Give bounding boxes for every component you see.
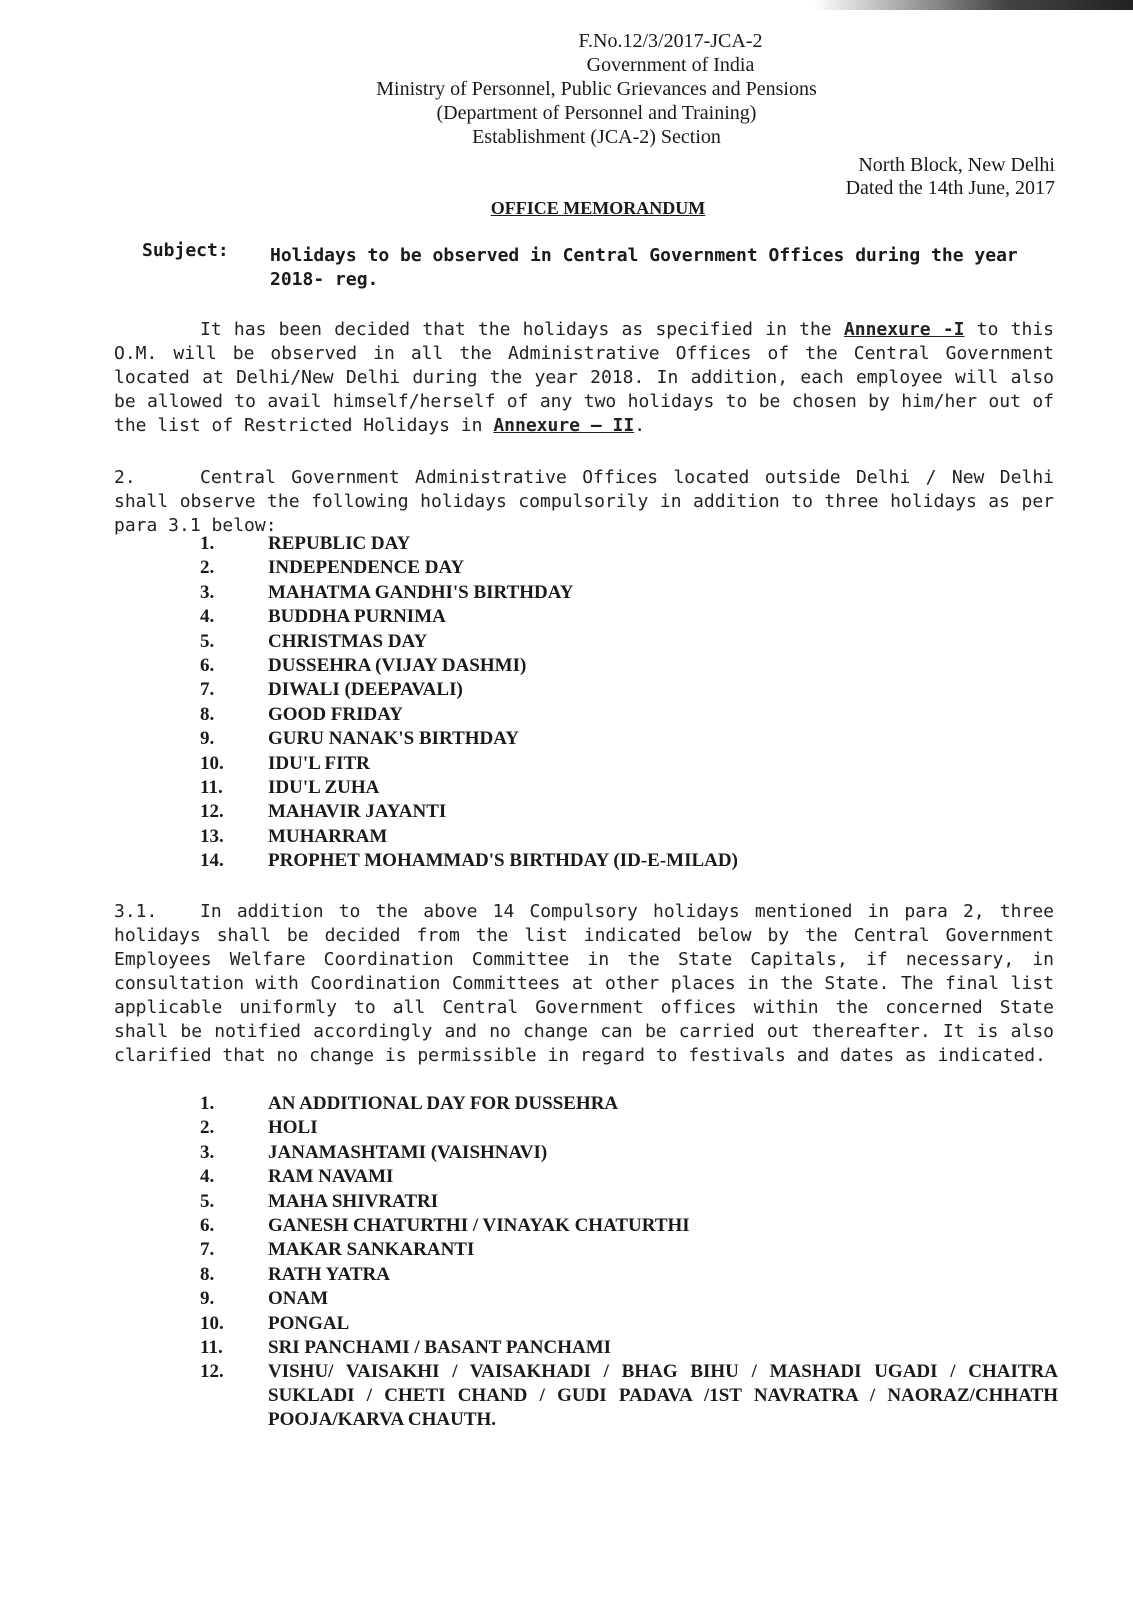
paragraph-1: It has been decided that the holidays as specified in the Annexure -I to this O.M. will be observed in all the Administrative Offices of the Central Government located at Delhi/New Delhi during the year 2018. In addition, each employee will also be allowed to avail himself/herself of any two holidays to be chosen by him/her out of the list of Restricted Holidays in Annexure – II. [114, 319, 1054, 436]
list-item [200, 630, 738, 654]
list-item [200, 1360, 1058, 1431]
list-item [200, 752, 738, 776]
list-item-number: 7. [200, 679, 215, 701]
list-item [200, 1238, 1058, 1262]
list-item-name: CHRISTMAS DAY [268, 630, 428, 652]
para-3-1-number: 3.1. [114, 901, 158, 922]
place-line: North Block, New Delhi [858, 154, 1055, 176]
list-item-name: HOLI [268, 1117, 318, 1139]
list-item-number: 5. [200, 1190, 215, 1212]
list-item-number: 6. [200, 1214, 215, 1236]
list-item-number: 14. [200, 850, 224, 872]
list-item-number: 11. [200, 1336, 223, 1358]
list-item-number: 1. [200, 533, 215, 554]
list-item [200, 1263, 1058, 1287]
list-item-name: SRI PANCHAMI / BASANT PANCHAMI [268, 1336, 612, 1358]
paragraph-3-1: 3.1. In addition to the above 14 Compulsory holidays mentioned in para 2, three holidays shall be decided from the list indicated below by the Central Government Employees Welfare Coordination Committee in the State Capitals, if necessary, in consultation with Coordination Committees at other places in the State. The final list applicable uniformly to all Central Government offices within the concerned State shall be notified accordingly and no change can be carried out thereafter. It is also clarified that no change is permissible in regard to festivals and dates as indicated. [114, 901, 1054, 1066]
list-item [200, 532, 738, 556]
list-item-number: 11. [200, 776, 223, 798]
list-item [200, 703, 738, 727]
subject-text: Holidays to be observed in Central Government Offices during the year 2018- reg. [270, 245, 1018, 290]
list-item [200, 1141, 1058, 1165]
list-item-number: 12. [200, 1361, 224, 1383]
list-item [200, 581, 738, 605]
list-item-number: 4. [200, 1166, 215, 1188]
list-item-number: 8. [200, 703, 215, 725]
list-item [200, 1312, 1058, 1336]
list-item-number: 4. [200, 606, 215, 628]
list-item [200, 556, 738, 580]
list-item-number: 13. [200, 825, 224, 847]
list-item [200, 825, 738, 849]
list-item-number: 10. [200, 752, 224, 774]
list-item-name: PONGAL [268, 1312, 350, 1334]
list-item-name: MAHAVIR JAYANTI [268, 801, 447, 823]
list-item-name: RATH YATRA [268, 1263, 390, 1285]
list-item-name: BUDDHA PURNIMA [268, 606, 446, 628]
list-item-number: 10. [200, 1312, 224, 1334]
list-item-number: 8. [200, 1263, 215, 1285]
list-item-name: DIWALI (DEEPAVALI) [268, 679, 463, 701]
list-item-name: MAHA SHIVRATRI [268, 1190, 439, 1212]
list-item-name: VISHU/ VAISAKHI / VAISAKHADI / BHAG BIHU / MASHADI UGADI / CHAITRA SUKLADI / CHETI CHAND / GUDI PADAVA /1ST NAVRATRA / NAORAZ/CHHATH POOJA/KARVA CHAUTH. [268, 1361, 1058, 1431]
list-item-name: MAKAR SANKARANTI [268, 1239, 475, 1261]
list-item [200, 1190, 1058, 1214]
scan-edge-artifact [813, 0, 1133, 10]
list-item [200, 1116, 1058, 1140]
para-2-number: 2. [114, 467, 136, 488]
section-name: Establishment (JCA-2) Section [472, 126, 721, 148]
list-item-name: INDEPENDENCE DAY [268, 557, 465, 579]
annexure-1-ref: Annexure -I [843, 319, 965, 340]
department-name: (Department of Personnel and Training) [436, 102, 757, 124]
file-number: F.No.12/3/2017-JCA-2 [578, 30, 763, 52]
list-item [200, 1336, 1058, 1360]
list-item [200, 1214, 1058, 1238]
list-item-name: REPUBLIC DAY [268, 533, 411, 554]
ministry-name: Ministry of Personnel, Public Grievances and Pensions [376, 78, 817, 100]
list-item [200, 605, 738, 629]
optional-holidays-list [200, 1092, 1058, 1431]
list-item [200, 849, 738, 873]
list-item-number: 7. [200, 1239, 215, 1261]
list-item [200, 678, 738, 702]
list-item-name: DUSSEHRA (VIJAY DASHMI) [268, 654, 527, 676]
list-item-number: 6. [200, 654, 215, 676]
list-item-name: IDU'L FITR [268, 752, 370, 774]
list-item [200, 1092, 1058, 1116]
list-item-number: 3. [200, 581, 215, 603]
list-item-name: MAHATMA GANDHI'S BIRTHDAY [268, 581, 574, 603]
list-item-name: AN ADDITIONAL DAY FOR DUSSEHRA [268, 1093, 619, 1114]
list-item-number: 9. [200, 728, 215, 750]
paragraph-2: 2. Central Government Administrative Offices located outside Delhi / New Delhi shall observe the following holidays compulsorily in addition to three holidays as per para 3.1 below: [114, 467, 1054, 536]
list-item-number: 2. [200, 1117, 215, 1139]
government-name: Government of India [586, 54, 755, 76]
list-item-name: RAM NAVAMI [268, 1166, 394, 1188]
annexure-2-ref: Annexure – II [493, 415, 635, 436]
list-item-name: GURU NANAK'S BIRTHDAY [268, 728, 519, 750]
list-item-name: GOOD FRIDAY [268, 703, 403, 725]
compulsory-holidays-list [200, 532, 738, 873]
subject-label: Subject: [142, 240, 229, 261]
list-item-number: 9. [200, 1288, 215, 1310]
list-item-number: 1. [200, 1093, 215, 1114]
list-item-name: MUHARRAM [268, 825, 388, 847]
memo-title: OFFICE MEMORANDUM [490, 198, 706, 218]
list-item-number: 2. [200, 557, 215, 579]
list-item-name: PROPHET MOHAMMAD'S BIRTHDAY (ID-E-MILAD) [268, 850, 738, 872]
list-item-number: 12. [200, 801, 224, 823]
list-item-name: ONAM [268, 1288, 329, 1310]
list-item [200, 654, 738, 678]
list-item [200, 776, 738, 800]
list-item [200, 800, 738, 824]
list-item-number: 3. [200, 1141, 215, 1163]
list-item-name: JANAMASHTAMI (VAISHNAVI) [268, 1141, 548, 1163]
list-item-name: IDU'L ZUHA [268, 776, 380, 798]
date-line: Dated the 14th June, 2017 [845, 177, 1055, 199]
list-item [200, 1165, 1058, 1189]
list-item-name: GANESH CHATURTHI / VINAYAK CHATURTHI [268, 1214, 690, 1236]
list-item [200, 727, 738, 751]
list-item [200, 1287, 1058, 1311]
list-item-number: 5. [200, 630, 215, 652]
